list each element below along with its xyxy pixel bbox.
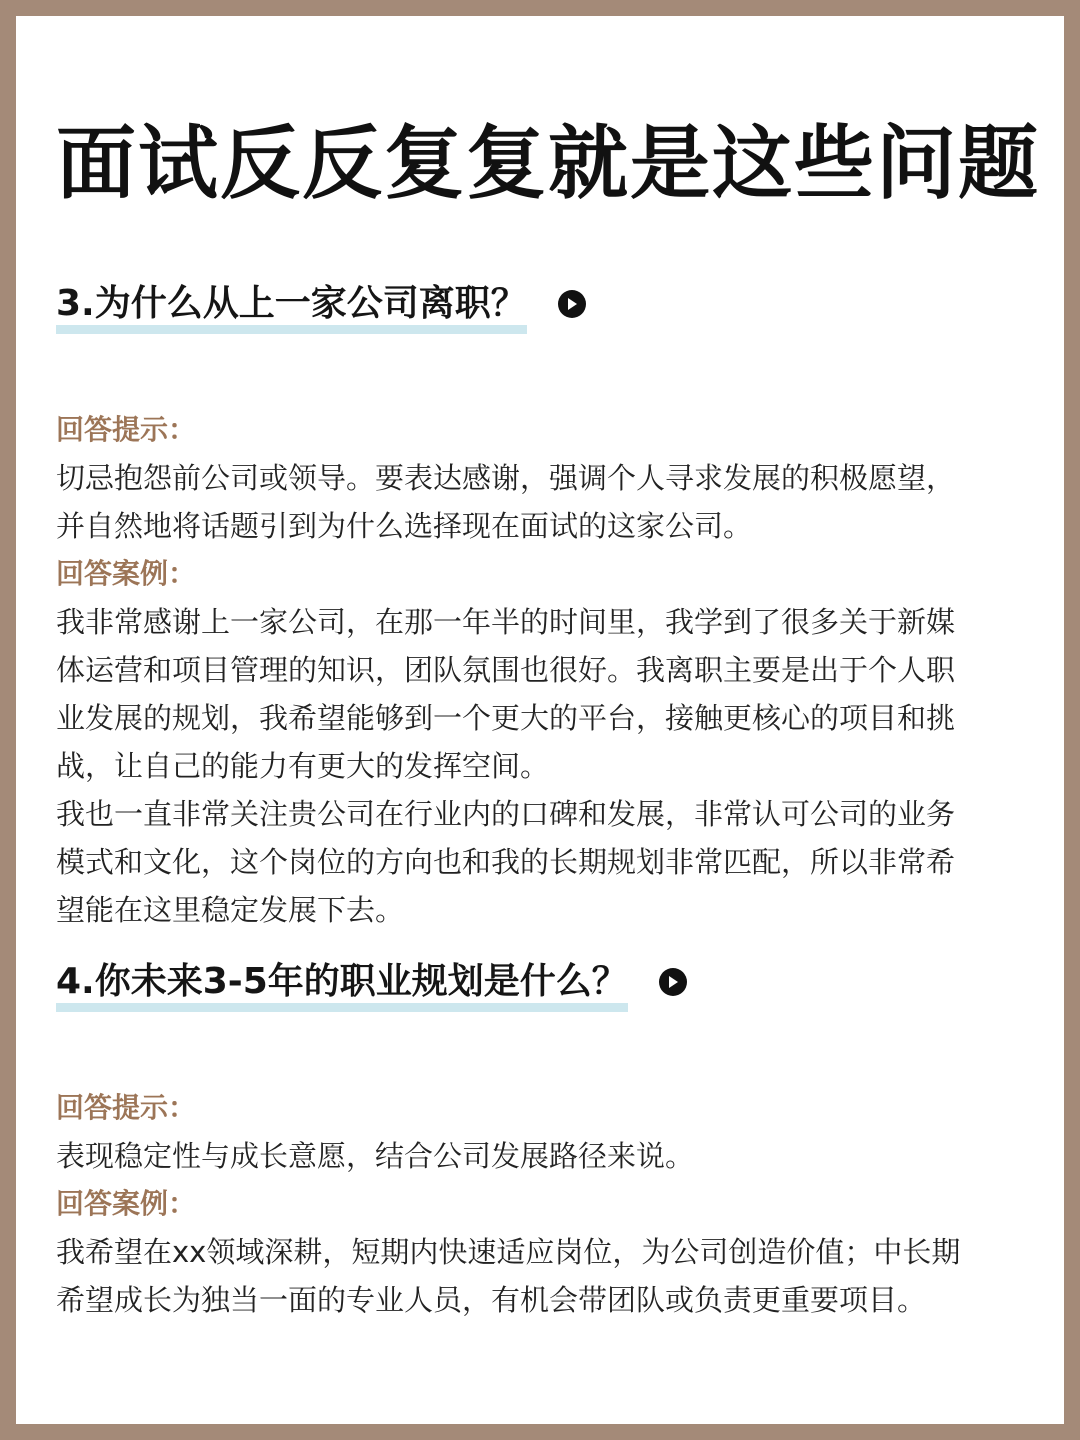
hint-text: 表现稳定性与成长意愿，结合公司发展路径来说。 [56, 1139, 695, 1173]
example-paragraph: 我希望在xx领域深耕，短期内快速适应岗位，为公司创造价值；中长期希望成长为独当一面的专业人员，有机会带团队或负责更重要项目。 [56, 1235, 961, 1317]
circle-arrow-right-icon [658, 967, 688, 997]
example-paragraph: 我非常感谢上一家公司，在那一年半的时间里，我学到了很多关于新媒体运营和项目管理的知识，团队氛围也很好。我离职主要是出于个人职业发展的规划，我希望能够到一个更大的平台，接触更核心的项目和挑战，让自己的能力有更大的发挥空间。 [56, 605, 956, 783]
question-heading [56, 276, 976, 332]
hint-label: 回答提示： [56, 1091, 197, 1124]
circle-arrow-right-icon [557, 289, 587, 319]
page-title: 面试反反复复就是这些问题 [56, 116, 1040, 210]
question-text: 3.为什么从上一家公司离职？ [56, 276, 527, 332]
example-paragraph: 我也一直非常关注贵公司在行业内的口碑和发展，非常认可公司的业务模式和文化，这个岗位的方向也和我的长期规划非常匹配，所以非常希望能在这里稳定发展下去。 [56, 797, 956, 927]
hint-text: 切忌抱怨前公司或领导。要表达感谢，强调个人寻求发展的积极愿望，并自然地将话题引到为什么选择现在面试的这家公司。 [56, 461, 956, 543]
question-text: 4.你未来3-5年的职业规划是什么？ [56, 954, 628, 1010]
question-section-4 [56, 954, 976, 1324]
hint-label: 回答提示： [56, 413, 197, 446]
question-section-3 [56, 276, 976, 934]
example-label: 回答案例： [56, 1187, 197, 1220]
example-label: 回答案例： [56, 557, 197, 590]
question-heading [56, 954, 976, 1010]
